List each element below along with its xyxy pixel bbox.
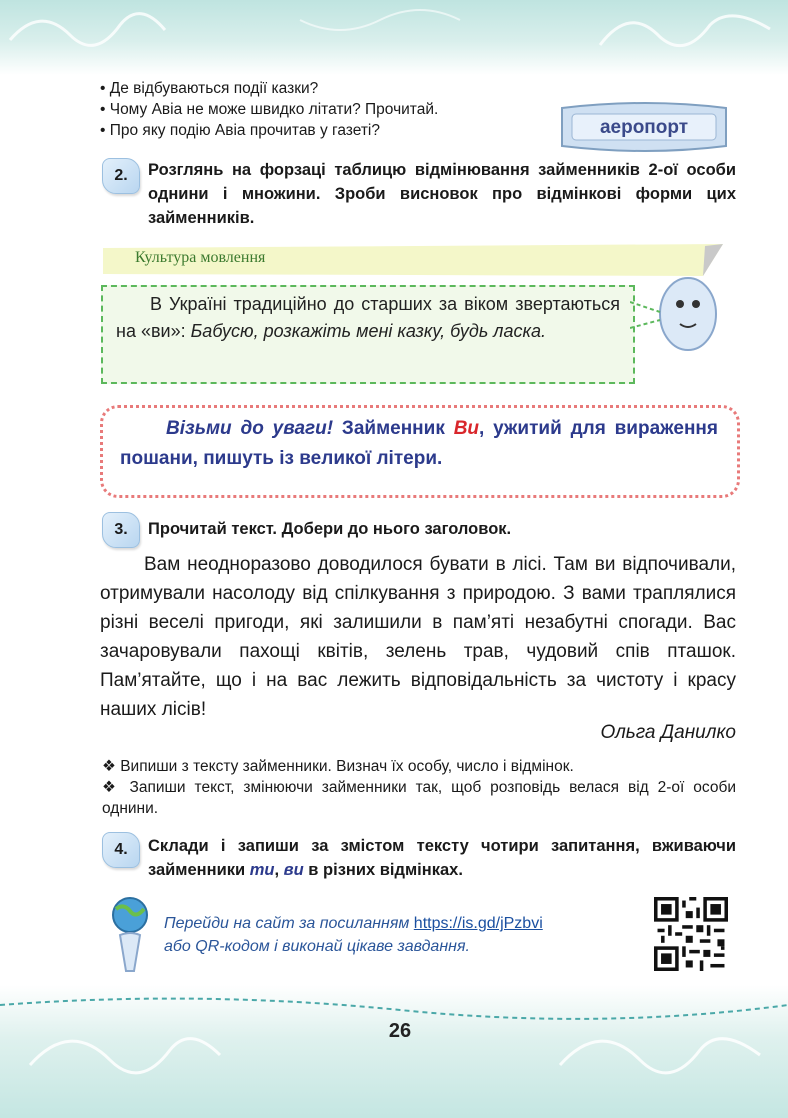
page-number: 26 — [388, 1020, 412, 1042]
task-number-badge: 4. — [102, 832, 140, 868]
culture-text-example: Бабусю, розкажіть мені казку, будь ласка. — [190, 321, 546, 341]
culture-text-plain: В Україні традиційно до старших за віком звертаються на «ви»: — [116, 294, 620, 341]
mascot-icon — [630, 262, 730, 372]
sub-task-item: ❖ Запиши текст, змінюючи займенники так, щоб розповідь велася від 2-ої особи однини. — [102, 779, 736, 817]
pronoun-ti: ти — [249, 861, 275, 879]
task-4-text — [148, 834, 736, 882]
notice-text — [120, 414, 718, 474]
top-ornament — [0, 0, 788, 75]
sub-task-item: ❖ Випиши з тексту займенники. Визнач їх особу, число і відмінок. — [102, 758, 574, 775]
question-item: • Про яку подію Авіа прочитав у газеті? — [100, 122, 380, 139]
task-4-text-2: в різних відмінках. — [303, 861, 463, 879]
text-author: Ольга Данилко — [600, 722, 736, 743]
bottom-ornament — [0, 985, 788, 1118]
speech-culture-text — [116, 291, 620, 345]
airport-plaque-label: аеропорт — [599, 117, 689, 138]
notice-lead: Візьми до уваги! — [166, 418, 334, 439]
culture-heading: Культура мовлення — [135, 249, 266, 266]
question-item: • Чому Авіа не може швидко літати? Прочитай. — [100, 101, 439, 118]
qr-code-icon[interactable] — [654, 897, 728, 971]
task-number-badge: 3. — [102, 512, 140, 548]
link-suffix: або QR-кодом і виконай цікаве завдання. — [164, 938, 470, 955]
link-prefix: Перейди на сайт за посиланням — [164, 915, 414, 932]
question-item: • Де відбуваються події казки? — [100, 80, 319, 97]
notice-text-2: , ужитий для вираження пошани, пишуть із великої літери. — [120, 418, 718, 469]
question-list — [100, 78, 550, 141]
website-link[interactable]: https://is.gd/jPzbvi — [413, 915, 543, 932]
sub-task-list — [102, 756, 736, 819]
notice-text-1: Займенник — [333, 418, 454, 439]
reading-text — [100, 550, 736, 724]
reading-text-body: Вам неодноразово доводилося бувати в лісі. Там ви відпочивали, отримували насолоду від спілкування з природою. З вами траплялися різні веселі пригоди, які залишили в пам’яті незабутні спогади. Вас зачаровували пахощі квітів, зелень трав, чудовий спів пташок. Пам’ятайте, що і на вас лежить відповідальність за чистоту і красу наших лісів! — [100, 554, 736, 720]
task-3-text: Прочитай текст. Добери до нього заголовок. — [148, 520, 512, 538]
task-2-text: Розглянь на форзаці таблицю відмінювання займенників 2-ої особи однини і множини. Зроби висновок про відмінкові форми цих займенників. — [148, 161, 736, 227]
notice-highlight: Ви — [453, 418, 480, 439]
pronoun-vy: ви — [283, 861, 304, 879]
globe-mascot-icon — [98, 895, 158, 975]
link-text — [164, 912, 624, 958]
task-4-comma: , — [274, 861, 284, 879]
task-4-text-1: Склади і запиши за змістом тексту чотири запитання, вживаючи займенники — [148, 837, 736, 879]
task-number-badge: 2. — [102, 158, 140, 194]
